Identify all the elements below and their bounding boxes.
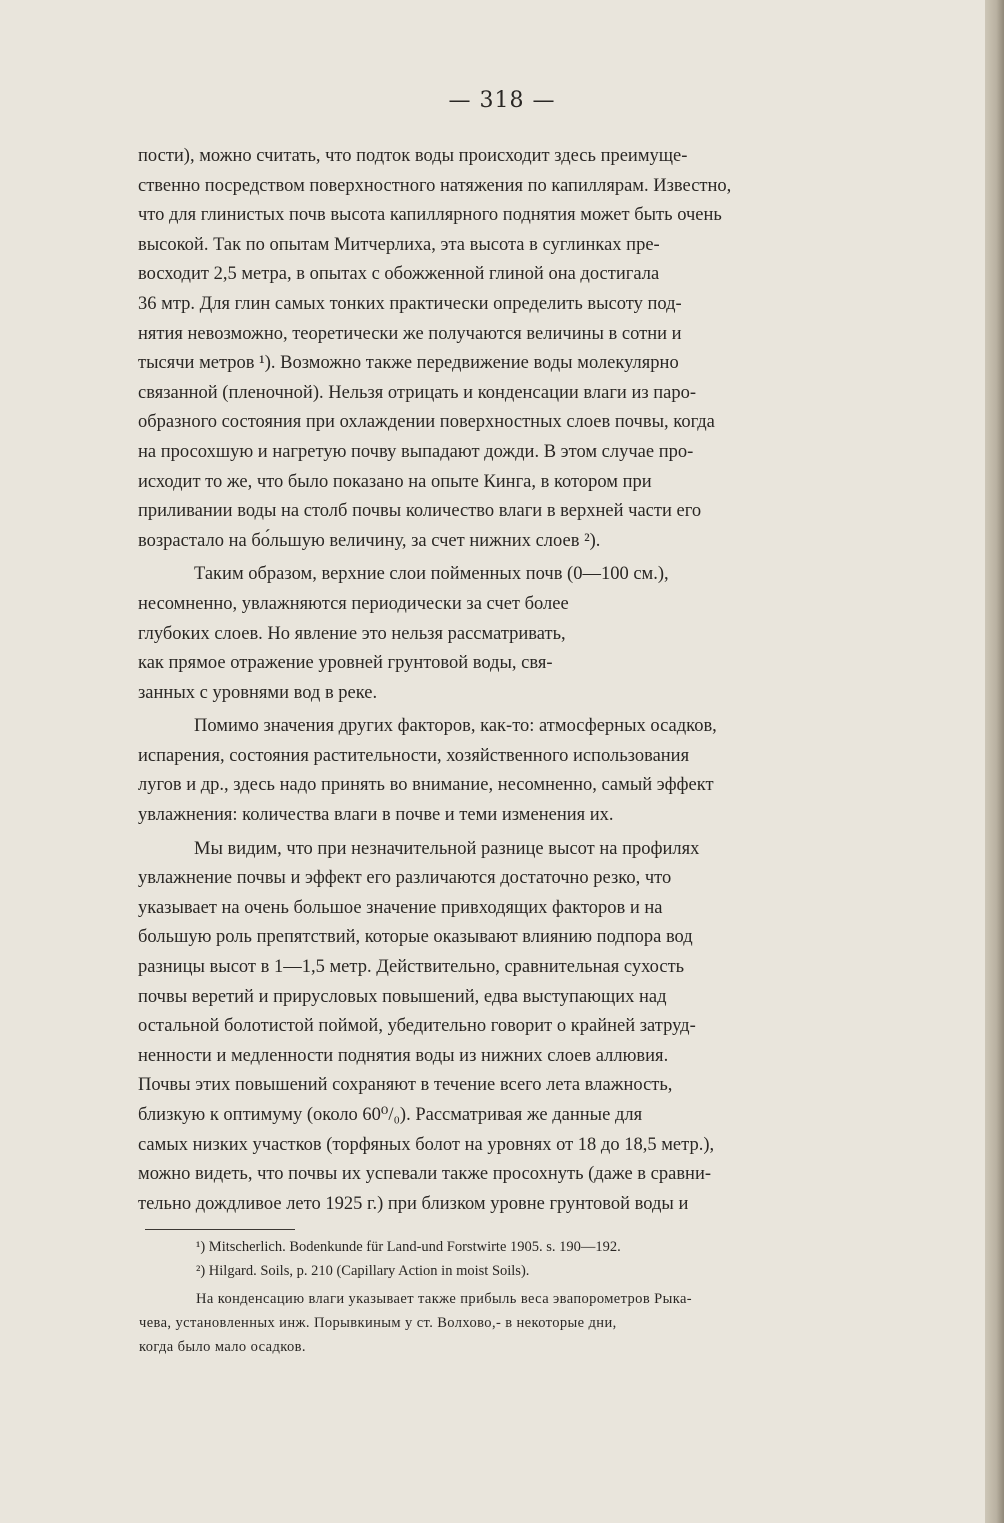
- text-line: Помимо значения других факторов, как-то: атмосферных осадков,: [194, 716, 717, 737]
- text-line: связанной (пленочной). Нельзя отрицать и конденсации влаги из паро-: [138, 382, 697, 403]
- text-line: несомненно, увлажняются периодически за счет более: [138, 593, 569, 614]
- text-line: высокой. Так по опытам Митчерлиха, эта высота в суглинках пре-: [138, 234, 660, 255]
- footnote-note: На конденсацию влаги указывает также прибыль веса эвапорометров Рыка-: [196, 1291, 693, 1307]
- text-line: приливании воды на столб почвы количество влаги в верхней части его: [138, 501, 702, 522]
- page-edge: [985, 0, 1004, 1523]
- footnote-note: чева, установленных инж. Порывкиным у ст. Волхово,- в некоторые дни,: [139, 1315, 617, 1331]
- text-line: лугов и др., здесь надо принять во внимание, несомненно, самый эффект: [138, 775, 714, 796]
- text-line: нятия невозможно, теоретически же получаются величины в сотни и: [138, 323, 682, 344]
- text-line: ненности и медленности поднятия воды из нижних слоев аллювия.: [138, 1045, 669, 1066]
- text-line: ственно посредством поверхностного натяжения по капиллярам. Известно,: [138, 175, 732, 196]
- text-line: Мы видим, что при незначительной разнице высот на профилях: [194, 838, 700, 859]
- text-line: Таким образом, верхние слои пойменных почв (0—100 см.),: [194, 564, 669, 585]
- text-line: занных с уровнями вод в реке.: [138, 682, 378, 703]
- text-line: Почвы этих повышений сохраняют в течение всего лета влажность,: [138, 1075, 673, 1096]
- text-line: тысячи метров ¹). Возможно также передвижение воды молекулярно: [138, 353, 679, 374]
- text-line: возрастало на бо́льшую величину, за счет нижних слоев ²).: [138, 530, 601, 551]
- text-line: почвы веретий и прирусловых повышений, едва выступающих над: [138, 986, 667, 1007]
- footnote-divider: [145, 1229, 295, 1230]
- text-line: образного состояния при охлаждении поверхностных слоев почвы, когда: [138, 412, 715, 433]
- text-line: близкую к оптимуму (около 60⁰/₀). Рассматривая же данные для: [138, 1105, 643, 1125]
- text-line: исходит то же, что было показано на опыте Кинга, в котором при: [138, 471, 652, 492]
- text-line: указывает на очень большое значение привходящих факторов и на: [138, 897, 663, 918]
- footnotes: [139, 1235, 896, 1359]
- text-line: глубоких слоев. Но явление это нельзя рассматривать,: [138, 623, 566, 644]
- page-number: — 318 —: [448, 88, 556, 113]
- text-line: восходит 2,5 метра, в опытах с обожженной глиной она достигала: [138, 264, 660, 285]
- text-line: увлажнение почвы и эффект его различаются достаточно резко, что: [138, 868, 672, 889]
- text-line: остальной болотистой поймой, убедительно говорит о крайней затруд-: [138, 1016, 696, 1037]
- text-line: на просохшую и нагретую почву выпадают дожди. В этом случае про-: [138, 441, 694, 462]
- footnote: ¹) Mitscherlich. Bodenkunde für Land-und Forstwirte 1905. s. 190—192.: [196, 1239, 621, 1255]
- body-text: [138, 142, 896, 1219]
- footnote-note: когда было мало осадков.: [139, 1339, 306, 1355]
- text-line: разницы высот в 1—1,5 метр. Действительно, сравнительная сухость: [138, 957, 685, 978]
- text-line: 36 мтр. Для глин самых тонких практически определить высоту под-: [138, 293, 682, 314]
- text-line: можно видеть, что почвы их успевали также просохнуть (даже в сравни-: [138, 1164, 712, 1185]
- text-line: испарения, состояния растительности, хозяйственного использования: [138, 745, 690, 766]
- text-line: как прямое отражение уровней грунтовой воды, свя-: [138, 653, 553, 674]
- text-line: что для глинистых почв высота капиллярного поднятия может быть очень: [138, 205, 722, 226]
- text-line: пости), можно считать, что подток воды происходит здесь преимуще-: [138, 146, 688, 166]
- text-line: большую роль препятствий, которые оказывают влиянию подпора вод: [138, 927, 693, 948]
- footnote: ²) Hilgard. Soils, p. 210 (Capillary Action in moist Soils).: [196, 1263, 530, 1279]
- text-line: увлажнения: количества влаги в почве и теми изменения их.: [138, 805, 614, 826]
- text-line: самых низких участков (торфяных болот на уровнях от 18 до 18,5 метр.),: [138, 1134, 715, 1155]
- text-line: тельно дождливое лето 1925 г.) при близком уровне грунтовой воды и: [138, 1193, 689, 1214]
